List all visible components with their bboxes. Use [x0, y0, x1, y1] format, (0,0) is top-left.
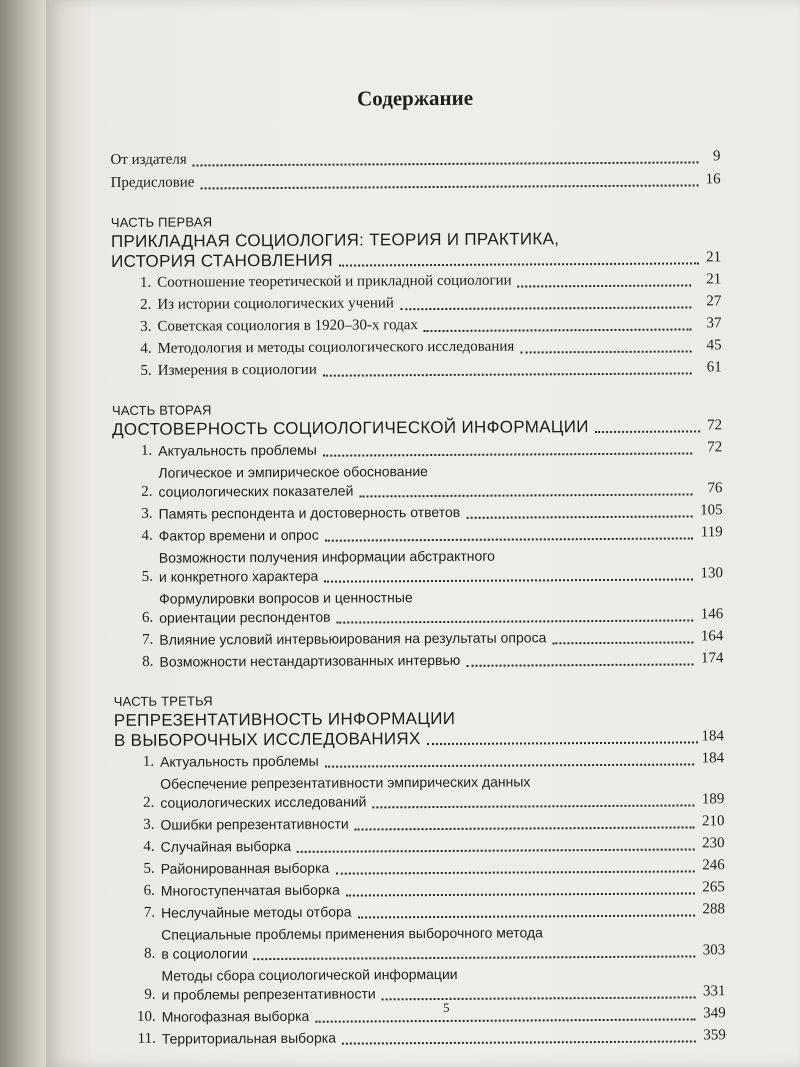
- item-number: 6.: [141, 609, 154, 626]
- item-title: Измерения в социологии: [157, 361, 317, 379]
- item-page: 146: [700, 606, 724, 623]
- item-page: 130: [700, 565, 724, 582]
- item-title: Ошибки репрезентативности: [160, 815, 349, 833]
- item-page: 246: [702, 857, 725, 874]
- item-number: 1.: [142, 753, 155, 770]
- book-page: [46, 0, 800, 1067]
- dot-leader: [323, 372, 692, 376]
- item-title-cont: и проблемы репрезентативности: [161, 985, 376, 1003]
- item-number: 4.: [140, 340, 152, 357]
- item-title: Логическое и эмпирическое обоснование: [158, 463, 428, 481]
- item-number: 6.: [143, 882, 155, 899]
- item-title: Возможности получения информации абстрактного: [158, 547, 495, 566]
- dot-leader: [424, 328, 692, 332]
- dot-leader: [466, 663, 693, 666]
- dot-leader: [520, 350, 691, 353]
- item-number: 4.: [141, 527, 153, 544]
- toc-item: [113, 627, 723, 650]
- item-page: 174: [700, 650, 724, 667]
- item-title: Районированная выборка: [160, 859, 330, 877]
- dot-leader: [342, 1040, 696, 1044]
- toc-item: [112, 336, 722, 359]
- item-page: 265: [702, 879, 725, 896]
- entry-title: От издателя: [110, 151, 187, 168]
- toc-item: [114, 749, 724, 772]
- item-number: 2.: [143, 794, 155, 811]
- item-title: Советская социология в 1920–30-х годах: [157, 317, 418, 335]
- item-number: 4.: [143, 838, 155, 855]
- toc-item: [114, 812, 724, 835]
- entry-title: Предисловие: [110, 174, 195, 191]
- item-title: Актуальность проблемы: [160, 752, 319, 770]
- dot-leader: [193, 161, 699, 166]
- dot-leader: [359, 493, 692, 497]
- page-number: 5: [443, 1000, 450, 1015]
- item-page: 288: [702, 901, 726, 918]
- toc-item: [113, 545, 723, 587]
- dot-leader: [254, 955, 696, 960]
- item-page: 105: [700, 502, 723, 519]
- item-title: Соотношение теоретической и прикладной социологии: [157, 272, 512, 291]
- item-number: 8.: [142, 653, 154, 670]
- item-title: Многофазная выборка: [161, 1007, 310, 1025]
- toc-item: [114, 771, 724, 813]
- toc-entry: [111, 170, 721, 193]
- toc-item: [113, 649, 723, 672]
- toc-item: [113, 586, 723, 628]
- dot-leader: [200, 184, 698, 189]
- dot-leader: [400, 306, 691, 310]
- toc-item: [113, 523, 723, 546]
- item-page: 61: [706, 359, 722, 376]
- part-one: [111, 211, 722, 381]
- dot-leader: [323, 452, 692, 456]
- item-number: 3.: [140, 318, 152, 335]
- part-title-row: [112, 416, 722, 439]
- item-number: 9.: [144, 986, 156, 1003]
- item-title: Формулировки вопросов и ценностные: [159, 589, 413, 607]
- item-page: 37: [706, 315, 722, 332]
- item-page: 349: [703, 1005, 726, 1022]
- dot-leader: [297, 848, 695, 852]
- toc-item: [111, 270, 721, 293]
- dot-leader: [518, 284, 692, 287]
- front-matter: [110, 147, 720, 193]
- part-title-line: РЕПРЕЗЕНТАТИВНОСТЬ ИНФОРМАЦИИ: [113, 708, 456, 730]
- item-title: Неслучайные методы отбора: [160, 903, 352, 921]
- item-title: Из истории социологических учений: [157, 295, 394, 313]
- item-title: Территориальная выборка: [161, 1029, 336, 1047]
- dot-leader: [315, 1018, 695, 1022]
- item-page: 303: [702, 942, 726, 959]
- item-title: Многоступенчатая выборка: [160, 881, 340, 899]
- dot-leader: [595, 430, 700, 433]
- toc-item: [112, 438, 722, 461]
- dot-leader: [325, 537, 693, 541]
- toc-item: [115, 900, 725, 923]
- dot-leader: [346, 892, 695, 896]
- item-title-cont: в социологии: [161, 945, 248, 962]
- item-number: 10.: [136, 1008, 156, 1025]
- item-page: 76: [707, 480, 723, 497]
- item-page: 27: [706, 293, 722, 310]
- item-number: 7.: [142, 631, 154, 648]
- dot-leader: [372, 804, 694, 808]
- item-number: 5.: [140, 362, 152, 379]
- dot-leader: [382, 996, 696, 1000]
- item-title: Возможности нестандартизованных интервью: [159, 651, 461, 670]
- item-title-cont: социологических исследований: [160, 793, 367, 811]
- item-title-cont: и конкретного характера: [158, 567, 319, 585]
- toc-item: [116, 1004, 726, 1027]
- dot-leader: [466, 515, 692, 518]
- page-title: Содержание: [357, 85, 474, 111]
- toc-item: [113, 501, 723, 524]
- dot-leader: [358, 914, 695, 918]
- item-title: Память респондента и достоверность ответов: [158, 503, 461, 522]
- toc-item: [115, 963, 725, 1005]
- dot-leader: [355, 826, 695, 830]
- item-title: Случайная выборка: [160, 837, 292, 855]
- toc-item: [115, 834, 725, 857]
- item-number: 11.: [137, 1030, 156, 1047]
- toc-item: [112, 460, 722, 502]
- item-title: Актуальность проблемы: [158, 441, 317, 459]
- item-number: 1.: [140, 442, 153, 459]
- part-title-line: В ВЫБОРОЧНЫХ ИССЛЕДОВАНИЯХ: [113, 729, 421, 750]
- item-page: 184: [701, 750, 725, 767]
- toc-item: [111, 314, 721, 337]
- item-number: 1.: [139, 274, 152, 291]
- item-number: 3.: [143, 816, 155, 833]
- item-number: 8.: [143, 945, 156, 962]
- item-title-cont: ориентации респондентов: [159, 608, 331, 626]
- toc-item: [115, 878, 725, 901]
- item-title: Влияние условий интервьюирования на результаты опроса: [159, 629, 547, 648]
- part-label: ЧАСТЬ ВТОРАЯ: [111, 402, 212, 418]
- item-number: 5.: [143, 860, 155, 877]
- dot-leader: [335, 870, 695, 874]
- dot-leader: [427, 741, 698, 745]
- item-number: 5.: [141, 568, 154, 585]
- toc-item: [111, 292, 721, 315]
- dot-leader: [337, 619, 694, 623]
- dot-leader: [324, 578, 693, 582]
- part-three: [114, 690, 726, 1049]
- item-number: 7.: [143, 904, 156, 921]
- item-page: 210: [701, 813, 725, 830]
- item-page: 189: [701, 791, 725, 808]
- item-title: Фактор времени и опрос: [158, 526, 319, 544]
- item-title: Специальные проблемы применения выборочного метода: [161, 924, 543, 943]
- entry-page: 16: [705, 171, 721, 188]
- dot-leader: [339, 262, 699, 266]
- part-label: ЧАСТЬ ПЕРВАЯ: [110, 214, 213, 230]
- part-title-row: [114, 727, 724, 750]
- table-of-contents: [110, 84, 726, 1049]
- part-two: [112, 399, 724, 672]
- item-number: 3.: [141, 505, 153, 522]
- dot-leader: [552, 641, 693, 644]
- toc-item: [116, 1026, 726, 1049]
- part-title-row: [111, 248, 721, 271]
- item-page: 359: [703, 1027, 726, 1044]
- item-page: 230: [702, 835, 725, 852]
- part-page: 21: [705, 249, 722, 266]
- toc-item: [115, 856, 725, 879]
- part-title-line: ПРИКЛАДНАЯ СОЦИОЛОГИЯ: ТЕОРИЯ И ПРАКТИКА,: [110, 229, 560, 251]
- toc-item: [115, 922, 725, 964]
- toc-item: [112, 358, 722, 381]
- item-page: 164: [700, 628, 724, 645]
- item-page: 331: [702, 983, 726, 1000]
- item-title-cont: социологических показателей: [158, 482, 354, 500]
- item-page: 21: [706, 271, 722, 288]
- part-page: 184: [701, 728, 725, 745]
- item-title: Методы сбора социологической информации: [161, 965, 458, 984]
- item-page: 45: [706, 337, 722, 354]
- dot-leader: [325, 763, 694, 767]
- item-title: Обеспечение репрезентативности эмпирических данных: [160, 773, 531, 792]
- part-label: ЧАСТЬ ТРЕТЬЯ: [113, 693, 213, 709]
- item-page: 119: [700, 524, 723, 541]
- item-page: 72: [707, 439, 723, 456]
- item-title: Методология и методы социологического исследования: [157, 338, 515, 357]
- part-page: 72: [707, 417, 723, 434]
- item-number: 2.: [140, 296, 152, 313]
- toc-entry: [110, 147, 720, 170]
- entry-page: 9: [712, 148, 721, 165]
- item-number: 2.: [141, 483, 153, 500]
- part-title-line: ДОСТОВЕРНОСТЬ СОЦИОЛОГИЧЕСКОЙ ИНФОРМАЦИИ: [112, 417, 589, 439]
- part-title-line: ИСТОРИЯ СТАНОВЛЕНИЯ: [111, 250, 333, 271]
